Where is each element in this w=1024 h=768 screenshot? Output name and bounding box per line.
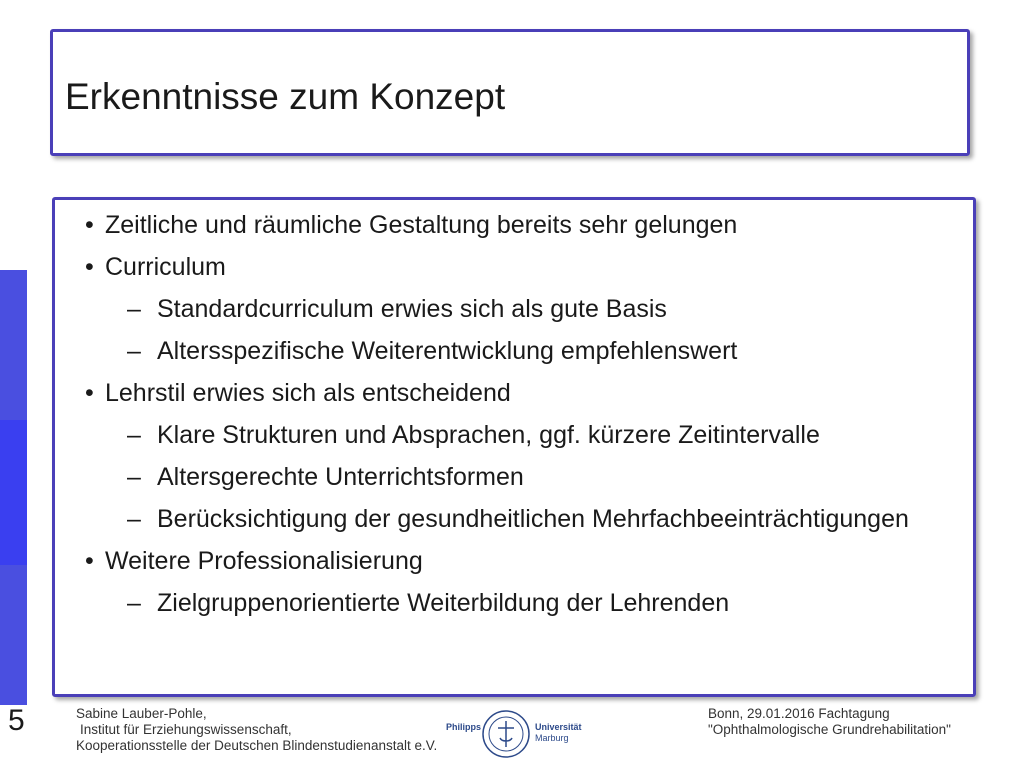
side-accent-bar-top (0, 270, 27, 420)
bullet-text: Klare Strukturen und Absprachen, ggf. kürzere Zeitintervalle (157, 421, 820, 449)
dash-icon: – (127, 421, 141, 449)
page-number: 5 (8, 704, 25, 737)
bullet-dot-icon: • (85, 211, 94, 239)
bullet-item (85, 378, 955, 409)
university-logo (446, 708, 592, 762)
side-accent-bar-middle (0, 420, 27, 565)
footer-event (708, 706, 951, 738)
dash-icon: – (127, 463, 141, 491)
sub-bullet-item (85, 420, 955, 451)
bullet-text: Altersgerechte Unterrichtsformen (157, 463, 524, 491)
footer-institute: Institut für Erziehungswissenschaft, (80, 722, 292, 737)
footer-author (76, 706, 437, 754)
dash-icon: – (127, 505, 141, 533)
footer-event-title: "Ophthalmologische Grundrehabilitation" (708, 722, 951, 737)
title-box (50, 29, 970, 156)
bullet-list (85, 210, 955, 630)
bullet-item (85, 252, 955, 283)
sub-bullet-item (85, 294, 955, 325)
dash-icon: – (127, 295, 141, 323)
bullet-dot-icon: • (85, 547, 94, 575)
footer-cooperation: Kooperationsstelle der Deutschen Blindenstudienanstalt e.V. (76, 738, 438, 753)
side-accent-bar-bottom (0, 565, 27, 705)
bullet-text: Zeitliche und räumliche Gestaltung bereits sehr gelungen (105, 211, 738, 239)
bullet-text: Curriculum (105, 253, 226, 281)
bullet-text: Altersspezifische Weiterentwicklung empfehlenswert (157, 337, 738, 365)
bullet-item (85, 210, 955, 241)
sub-bullet-item (85, 462, 955, 493)
bullet-text: Standardcurriculum erwies sich als gute Basis (157, 295, 667, 323)
logo-text-universitaet: Universität (535, 722, 582, 732)
footer-author-name: Sabine Lauber-Pohle, (76, 706, 207, 721)
bullet-item (85, 546, 955, 577)
logo-text-marburg: Marburg (535, 733, 569, 743)
sub-bullet-item (85, 504, 955, 535)
slide-title: Erkenntnisse zum Konzept (65, 76, 506, 117)
footer-event-date: Bonn, 29.01.2016 Fachtagung (708, 706, 890, 721)
dash-icon: – (127, 337, 141, 365)
sub-bullet-item (85, 336, 955, 367)
bullet-text: Lehrstil erwies sich als entscheidend (105, 379, 511, 407)
bullet-text: Zielgruppenorientierte Weiterbildung der Lehrenden (157, 589, 730, 617)
bullet-dot-icon: • (85, 253, 94, 281)
bullet-dot-icon: • (85, 379, 94, 407)
sub-bullet-item (85, 588, 955, 619)
logo-text-philipps: Philipps (446, 722, 482, 732)
bullet-text: Weitere Professionalisierung (105, 547, 423, 575)
dash-icon: – (127, 589, 141, 617)
bullet-text: Berücksichtigung der gesundheitlichen Mehrfachbeeinträchtigungen (157, 505, 909, 533)
content-box (52, 197, 976, 697)
